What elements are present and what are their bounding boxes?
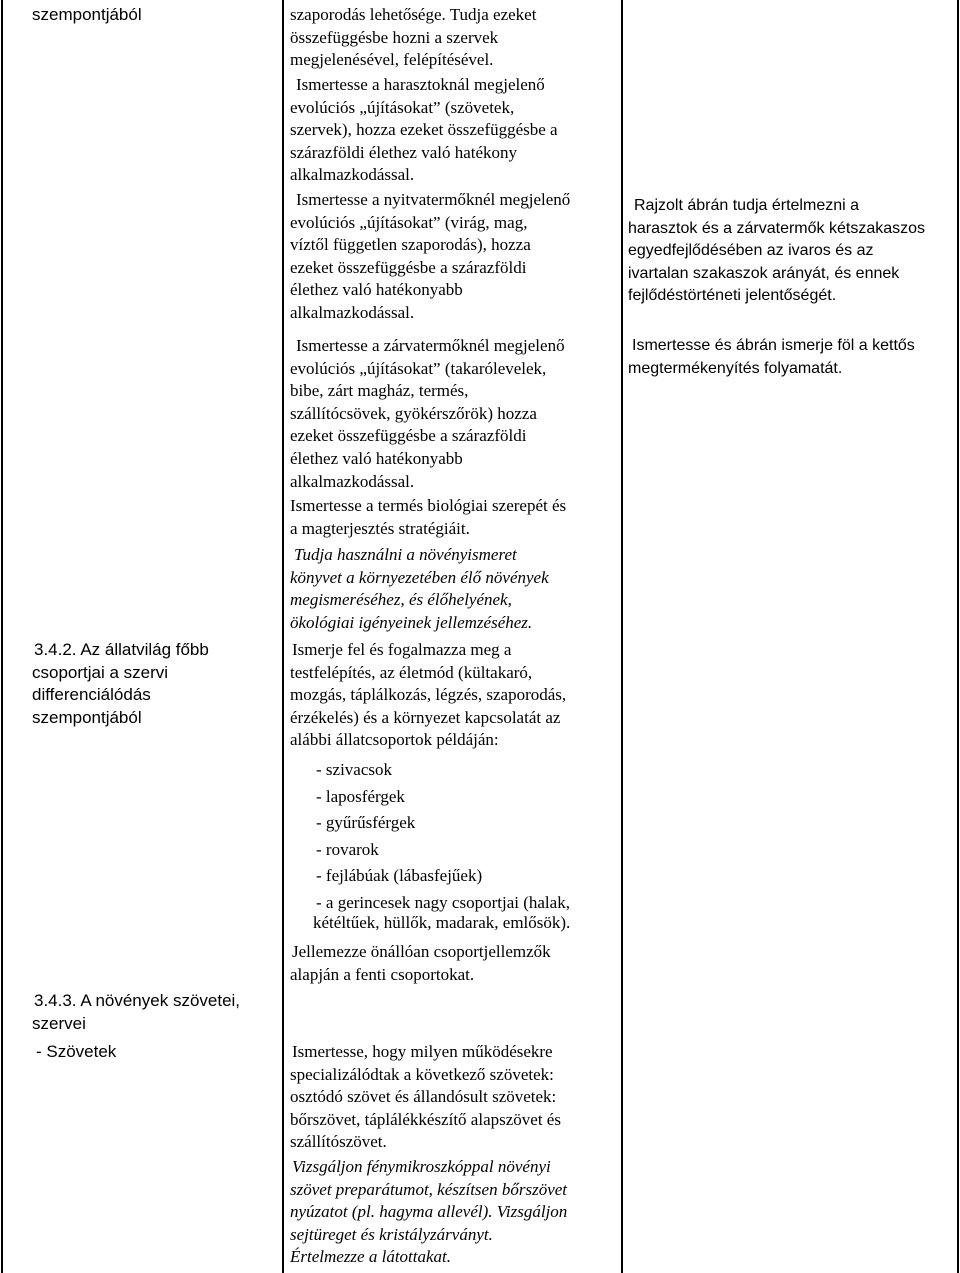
text-line: harasztok és a zárvatermők kétszakaszos (628, 219, 926, 237)
text-line: osztódó szövet és állandósult szövetek: (290, 1087, 557, 1107)
text-line: élethez való hatékonyabb (290, 280, 463, 300)
list-item: - laposférgek (316, 786, 405, 806)
text-line: specializálódtak a következő szövetek: (290, 1064, 554, 1084)
text-line: szárazföldi élethez való hatékony (290, 142, 518, 162)
text-line: evolúciós „újításokat” (szövetek, (290, 97, 515, 117)
requirements-p8 (290, 941, 551, 986)
requirements-p6-italic (290, 544, 549, 634)
text-line: evolúciós „újításokat” (takarólevelek, (290, 358, 547, 378)
text-line: élethez való hatékonyabb (290, 448, 463, 468)
topic-text: szempontjából (32, 5, 142, 24)
text-line: bibe, zárt magház, termés, (290, 381, 469, 401)
list-item: - rovarok (316, 839, 379, 859)
text-line: sejtüreget és kristályzárványt. (290, 1224, 493, 1244)
section-3-4-2 (34, 639, 209, 729)
text-line: szállítószövet. (290, 1132, 387, 1152)
text-line: fejlődéstörténeti jelentőségét. (628, 287, 837, 305)
text-line: Tudja használni a növényismeret (294, 545, 517, 564)
text-line: Ismertesse és ábrán ismerje föl a kettős (632, 337, 915, 354)
text-line: alkalmazkodással. (290, 302, 415, 322)
requirements-p2 (290, 74, 558, 187)
text-line: szállítócsövek, gyökérszőrök) hozza (290, 403, 537, 423)
text-line: Ismertesse a zárvatermőknél megjelenő (296, 336, 565, 355)
text-line: mozgás, táplálkozás, légzés, szaporodás, (290, 685, 567, 705)
section-line: - Szövetek (36, 1042, 117, 1061)
table-right-border (957, 0, 959, 1273)
text-line: szaporodás lehetősége. Tudja ezeket (290, 5, 537, 24)
outcomes-p2 (628, 335, 915, 380)
text-line: Ismerje fel és fogalmazza meg a (292, 640, 512, 659)
text-line: ezeket összefüggésbe a szárazföldi (290, 426, 527, 446)
text-line: megismeréséhez, és élőhelyének, (290, 590, 512, 610)
requirements-p9 (290, 1041, 561, 1154)
text-line: ivartalan szakaszok arányát, és ennek (628, 264, 900, 282)
text-line: nyúzatot (pl. hagyma allevél). Vizsgáljon (290, 1202, 568, 1222)
text-line: megjelenésével, felépítésével. (290, 50, 494, 70)
text-line: evolúciós „újításokat” (virág, mag, (290, 212, 528, 232)
text-line: bőrszövet, táplálékkészítő alapszövet és (290, 1109, 561, 1129)
text-line: összefüggésbe hozni a szervek (290, 27, 499, 47)
text-line: Ismertesse a harasztoknál megjelenő (296, 75, 545, 94)
section-line: szempontjából (32, 707, 142, 727)
text-line: szervek), hozza ezeket összefüggésbe a (290, 120, 558, 140)
animal-group-list-continued (313, 912, 570, 935)
requirements-p1 (290, 4, 536, 72)
requirements-p5 (290, 495, 566, 540)
list-item-continued: kétéltűek, hüllők, madarak, emlősök). (313, 913, 571, 932)
text-line: egyedfejlődésében az ivaros és az (628, 242, 874, 260)
text-line: Vizsgáljon fénymikroszkóppal növényi (292, 1157, 551, 1176)
requirements-p10-italic (290, 1156, 567, 1269)
requirements-p7 (290, 639, 566, 752)
section-line: 3.4.2. Az állatvilág főbb (34, 640, 209, 659)
list-item: - fejlábúak (lábasfejűek) (316, 866, 483, 886)
text-line: Értelmezze a látottakat. (290, 1247, 452, 1267)
table-divider-1 (282, 0, 284, 1273)
text-line: érzékelés) és a környezet kapcsolatát az (290, 707, 561, 727)
section-line: differenciálódás (32, 685, 151, 705)
section-3-4-3 (34, 990, 240, 1035)
text-line: ökológiai igényeinek jellemzéséhez. (290, 612, 533, 632)
text-line: Ismertesse a termés biológiai szerepét és (290, 496, 567, 515)
section-line: 3.4.3. A növények szövetei, (34, 991, 241, 1010)
text-line: Rajzolt ábrán tudja értelmezni a (634, 197, 860, 214)
text-line: Ismertesse a nyitvatermőknél megjelenő (296, 190, 571, 209)
outcomes-p1 (628, 195, 925, 308)
requirements-p3 (290, 189, 570, 325)
table-left-border (1, 0, 3, 1273)
section-line: szervei (32, 1013, 86, 1033)
text-line: alkalmazkodással. (290, 165, 415, 185)
text-line: szövet preparátumot, készítsen bőrszövet (290, 1179, 568, 1199)
topic-label-top (32, 4, 142, 27)
list-item: - a gerincesek nagy csoportjai (halak, (316, 892, 570, 912)
requirements-p4 (290, 335, 565, 493)
table-divider-2 (621, 0, 623, 1273)
animal-group-list (316, 757, 570, 917)
text-line: alapján a fenti csoportokat. (290, 964, 475, 984)
text-line: könyvet a környezetében élő növények (290, 567, 549, 587)
text-line: Jellemezze önállóan csoportjellemzők (292, 942, 551, 961)
text-line: víztől független szaporodás), hozza (290, 235, 531, 255)
list-item: - gyűrűsférgek (316, 813, 416, 833)
text-line: Ismertesse, hogy milyen működésekre (292, 1042, 553, 1061)
text-line: testfelépítés, az életmód (kültakaró, (290, 662, 533, 682)
section-szovetek (36, 1041, 116, 1064)
text-line: ezeket összefüggésbe a szárazföldi (290, 257, 527, 277)
text-line: megtermékenyítés folyamatát. (628, 359, 843, 377)
text-line: alábbi állatcsoportok példáján: (290, 730, 499, 750)
text-line: alkalmazkodással. (290, 471, 415, 491)
list-item: - szivacsok (316, 760, 393, 779)
text-line: a magterjesztés stratégiáit. (290, 518, 470, 538)
section-line: csoportjai a szervi (32, 662, 169, 682)
